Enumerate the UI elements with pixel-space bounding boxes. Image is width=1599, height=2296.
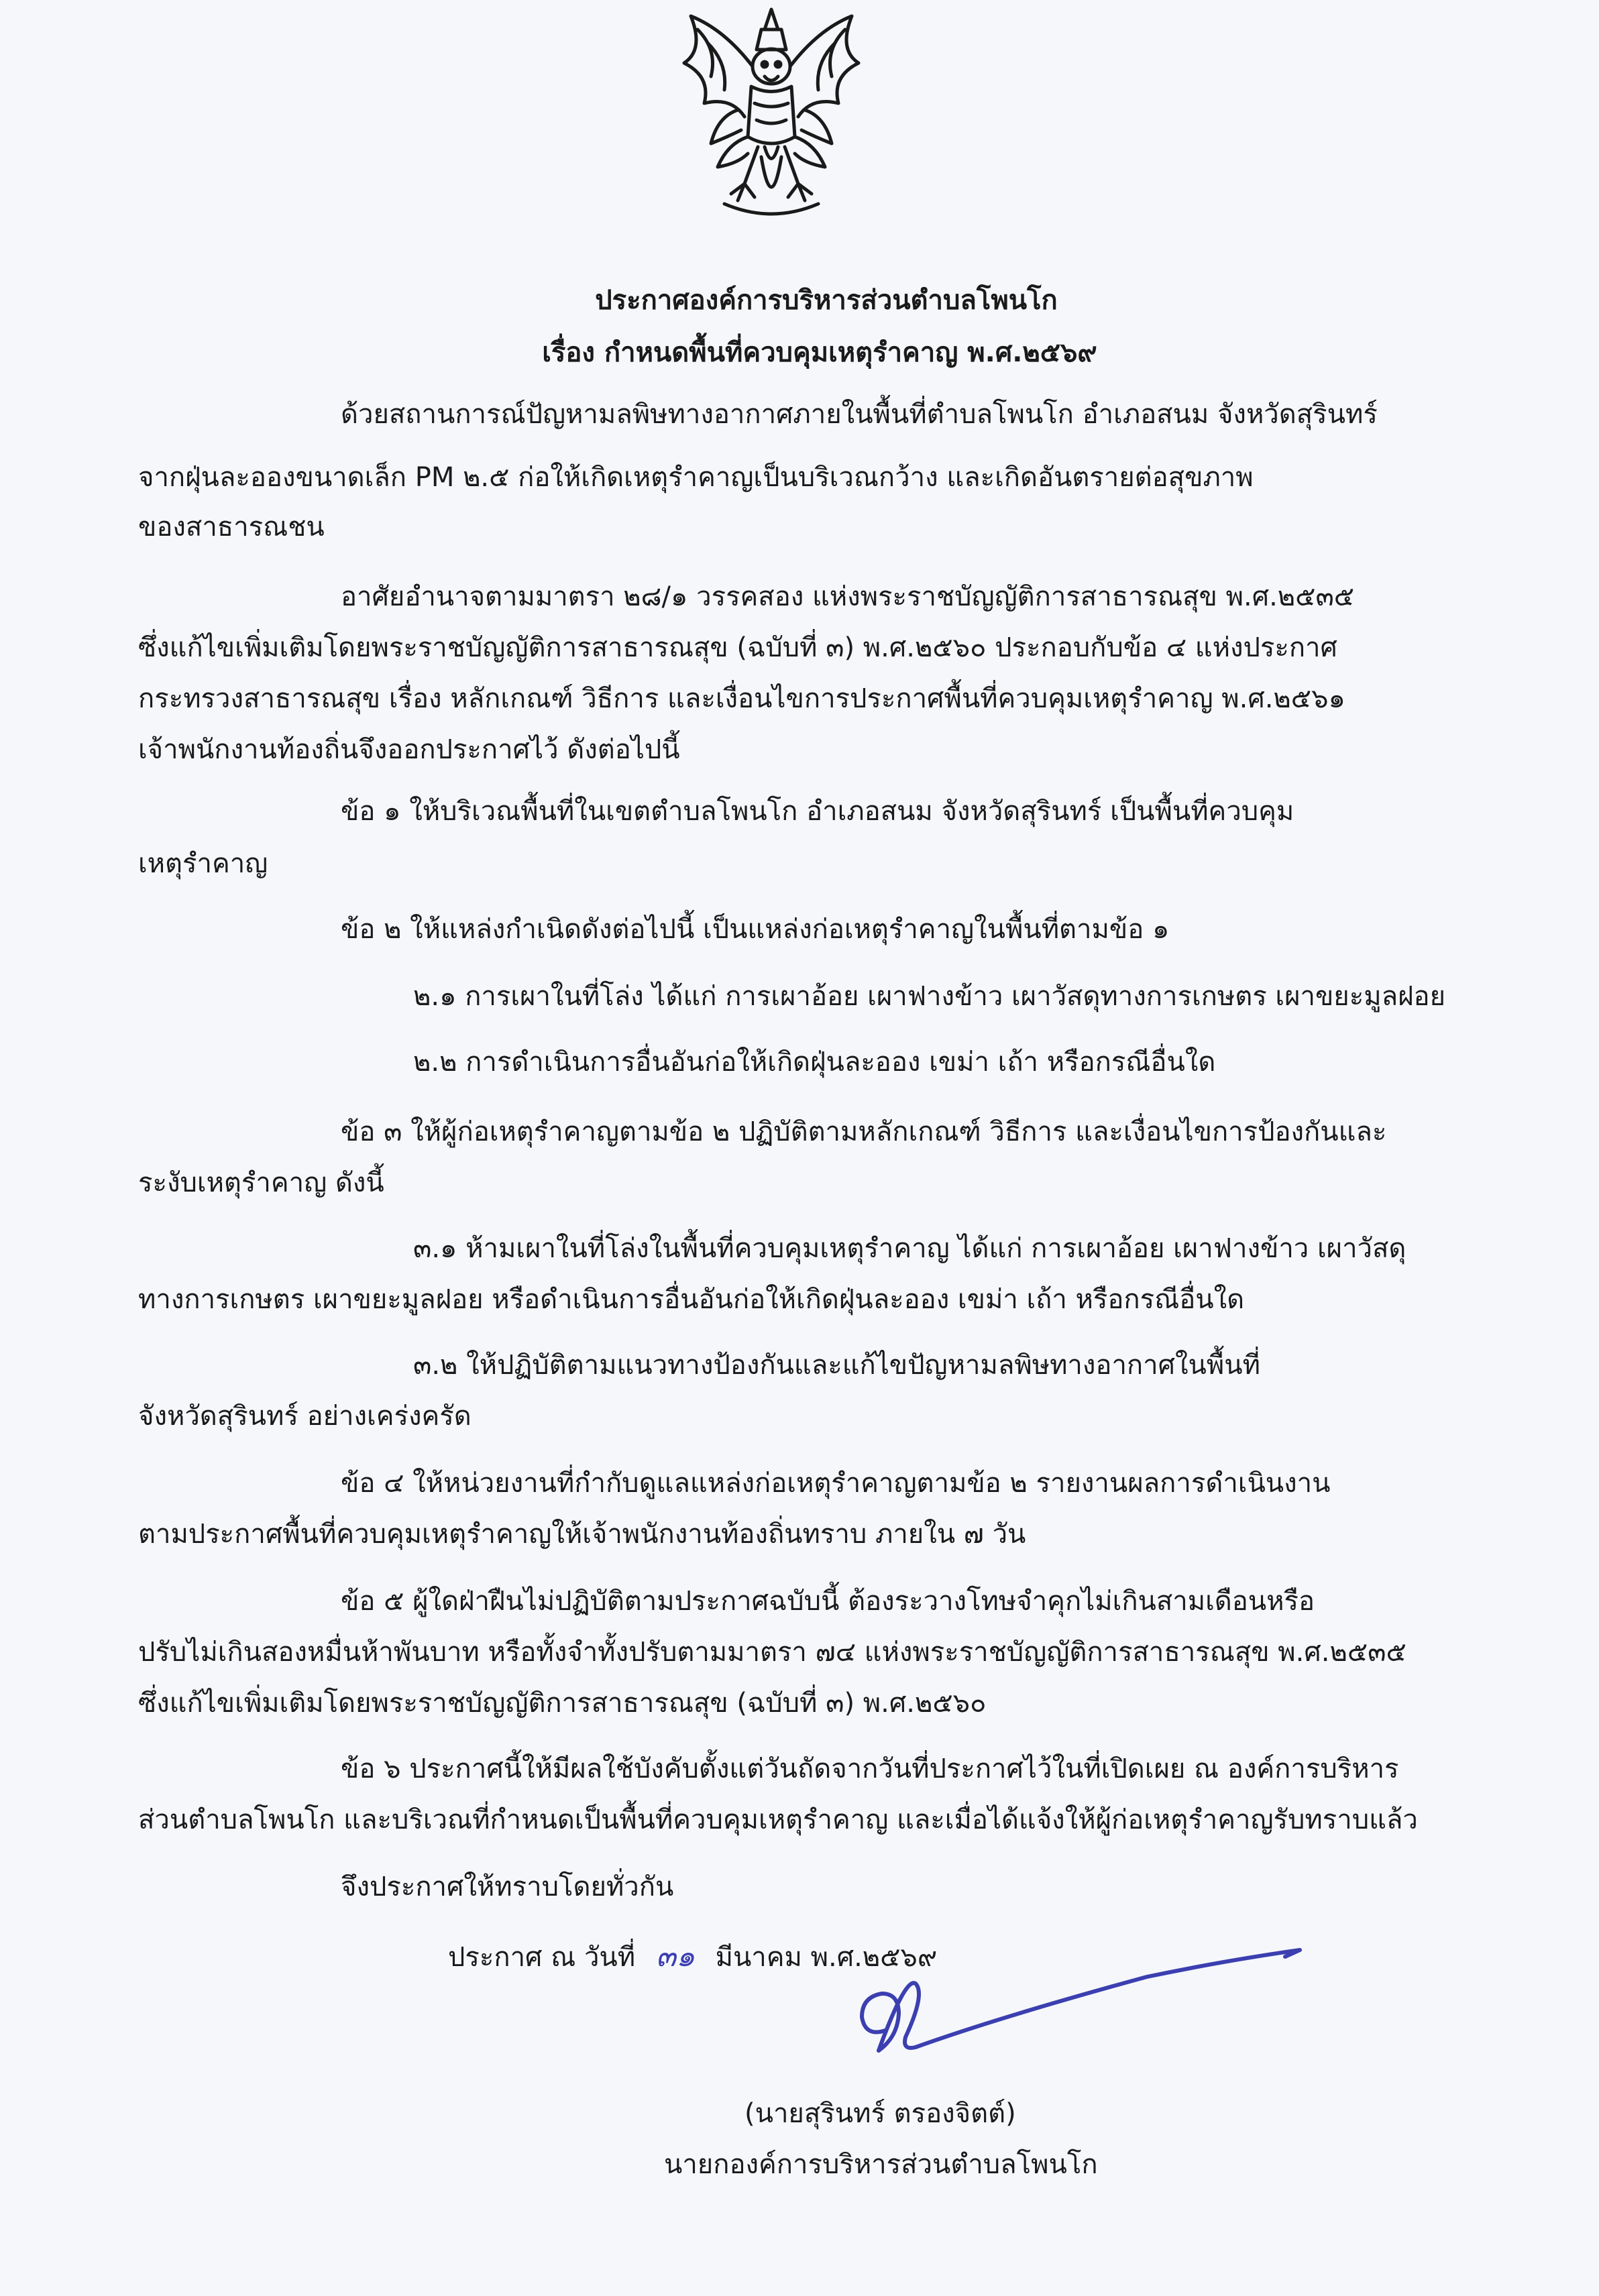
clause5-line3: ซึ่งแก้ไขเพิ่มเติมโดยพระราชบัญญัติการสาธารณสุข (ฉบับที่ ๓) พ.ศ.๒๕๖๐ <box>138 1688 987 1719</box>
clause3-1-line1: ๓.๑ ห้ามเผาในที่โล่งในพื้นที่ควบคุมเหตุรำคาญ ได้แก่ การเผาอ้อย เผาฟางข้าว เผาวัสดุ <box>413 1233 1407 1264</box>
handwritten-signature <box>798 1937 1321 2098</box>
p2-line3: กระทรวงสาธารณสุข เรื่อง หลักเกณฑ์ วิธีการ และเงื่อนไขการประกาศพื้นที่ควบคุมเหตุรำคาญ พ.ศ.๒๕๖๑ <box>138 683 1345 714</box>
clause3-1-line2: ทางการเกษตร เผาขยะมูลฝอย หรือดำเนินการอื่นอันก่อให้เกิดฝุ่นละออง เขม่า เถ้า หรือกรณีอื่นใด <box>138 1284 1245 1315</box>
clause6-line2: ส่วนตำบลโพนโก และบริเวณที่กำหนดเป็นพื้นที่ควบคุมเหตุรำคาญ และเมื่อได้แจ้งให้ผู้ก่อเหตุรำคาญรับทราบแล้ว <box>138 1804 1418 1835</box>
clause4-line2: ตามประกาศพื้นที่ควบคุมเหตุรำคาญให้เจ้าพนักงานท้องถิ่นทราบ ภายใน ๗ วัน <box>138 1519 1026 1550</box>
announcement-title: ประกาศองค์การบริหารส่วนตำบลโพนโก <box>595 285 1058 316</box>
clause5-line1: ข้อ ๕ ผู้ใดฝ่าฝืนไม่ปฏิบัติตามประกาศฉบับนี้ ต้องระวางโทษจำคุกไม่เกินสามเดือนหรือ <box>341 1586 1315 1617</box>
date-prefix: ประกาศ ณ วันที่ <box>448 1942 636 1973</box>
signer-name: (นายสุรินทร์ ตรองจิตต์) <box>745 2098 1016 2129</box>
date-month-year: มีนาคม พ.ศ.๒๕๖๙ <box>715 1942 938 1973</box>
clause3-line1: ข้อ ๓ ให้ผู้ก่อเหตุรำคาญตามข้อ ๒ ปฏิบัติตามหลักเกณฑ์ วิธีการ และเงื่อนไขการป้องกันและ <box>341 1116 1387 1147</box>
clause1-line1: ข้อ ๑ ให้บริเวณพื้นที่ในเขตตำบลโพนโก อำเภอสนม จังหวัดสุรินทร์ เป็นพื้นที่ควบคุม <box>341 796 1294 827</box>
clause1-line2: เหตุรำคาญ <box>138 848 268 879</box>
clause3-line2: ระงับเหตุรำคาญ ดังนี้ <box>138 1167 384 1198</box>
clause6-line1: ข้อ ๖ ประกาศนี้ให้มีผลใช้บังคับตั้งแต่วันถัดจากวันที่ประกาศไว้ในที่เปิดเผย ณ องค์การบริหาร <box>341 1754 1399 1784</box>
p1-line2: จากฝุ่นละอองขนาดเล็ก PM ๒.๕ ก่อให้เกิดเหตุรำคาญเป็นบริเวณกว้าง และเกิดอันตรายต่อสุขภาพ <box>138 462 1254 493</box>
clause5-line2: ปรับไม่เกินสองหมื่นห้าพันบาท หรือทั้งจำทั้งปรับตามมาตรา ๗๔ แห่งพระราชบัญญัติการสาธารณสุข พ.ศ.๒๕๓๕ <box>138 1637 1407 1668</box>
p2-line1: อาศัยอำนาจตามมาตรา ๒๘/๑ วรรคสอง แห่งพระราชบัญญัติการสาธารณสุข พ.ศ.๒๕๓๕ <box>341 581 1355 612</box>
clause3-2-line2: จังหวัดสุรินทร์ อย่างเคร่งครัด <box>138 1401 472 1432</box>
garuda-emblem <box>664 3 879 231</box>
announcement-subject: เรื่อง กำหนดพื้นที่ควบคุมเหตุรำคาญ พ.ศ.๒๕๖๙ <box>542 337 1097 368</box>
closing-statement: จึงประกาศให้ทราบโดยทั่วกัน <box>341 1872 674 1902</box>
p1-line1: ด้วยสถานการณ์ปัญหามลพิษทางอากาศภายในพื้นที่ตำบลโพนโก อำเภอสนม จังหวัดสุรินทร์ <box>341 399 1378 430</box>
clause2-1: ๒.๑ การเผาในที่โล่ง ได้แก่ การเผาอ้อย เผาฟางข้าว เผาวัสดุทางการเกษตร เผาขยะมูลฝอย <box>413 981 1446 1012</box>
signer-position: นายกองค์การบริหารส่วนตำบลโพนโก <box>664 2149 1098 2180</box>
p1-line3: ของสาธารณชน <box>138 512 325 542</box>
date-day: ๓๑ <box>655 1939 695 1973</box>
p2-line4: เจ้าพนักงานท้องถิ่นจึงออกประกาศไว้ ดังต่อไปนี้ <box>138 734 680 765</box>
clause2-2: ๒.๒ การดำเนินการอื่นอันก่อให้เกิดฝุ่นละออง เขม่า เถ้า หรือกรณีอื่นใด <box>413 1047 1216 1078</box>
clause3-2-line1: ๓.๒ ให้ปฏิบัติตามแนวทางป้องกันและแก้ไขปัญหามลพิษทางอากาศในพื้นที่ <box>413 1350 1260 1381</box>
p2-line2: ซึ่งแก้ไขเพิ่มเติมโดยพระราชบัญญัติการสาธารณสุข (ฉบับที่ ๓) พ.ศ.๒๕๖๐ ประกอบกับข้อ ๔ แห่งประกาศ <box>138 632 1337 663</box>
clause2: ข้อ ๒ ให้แหล่งกำเนิดดังต่อไปนี้ เป็นแหล่งก่อเหตุรำคาญในพื้นที่ตามข้อ ๑ <box>341 914 1170 945</box>
clause4-line1: ข้อ ๔ ให้หน่วยงานที่กำกับดูแลแหล่งก่อเหตุรำคาญตามข้อ ๒ รายงานผลการดำเนินงาน <box>341 1468 1331 1499</box>
